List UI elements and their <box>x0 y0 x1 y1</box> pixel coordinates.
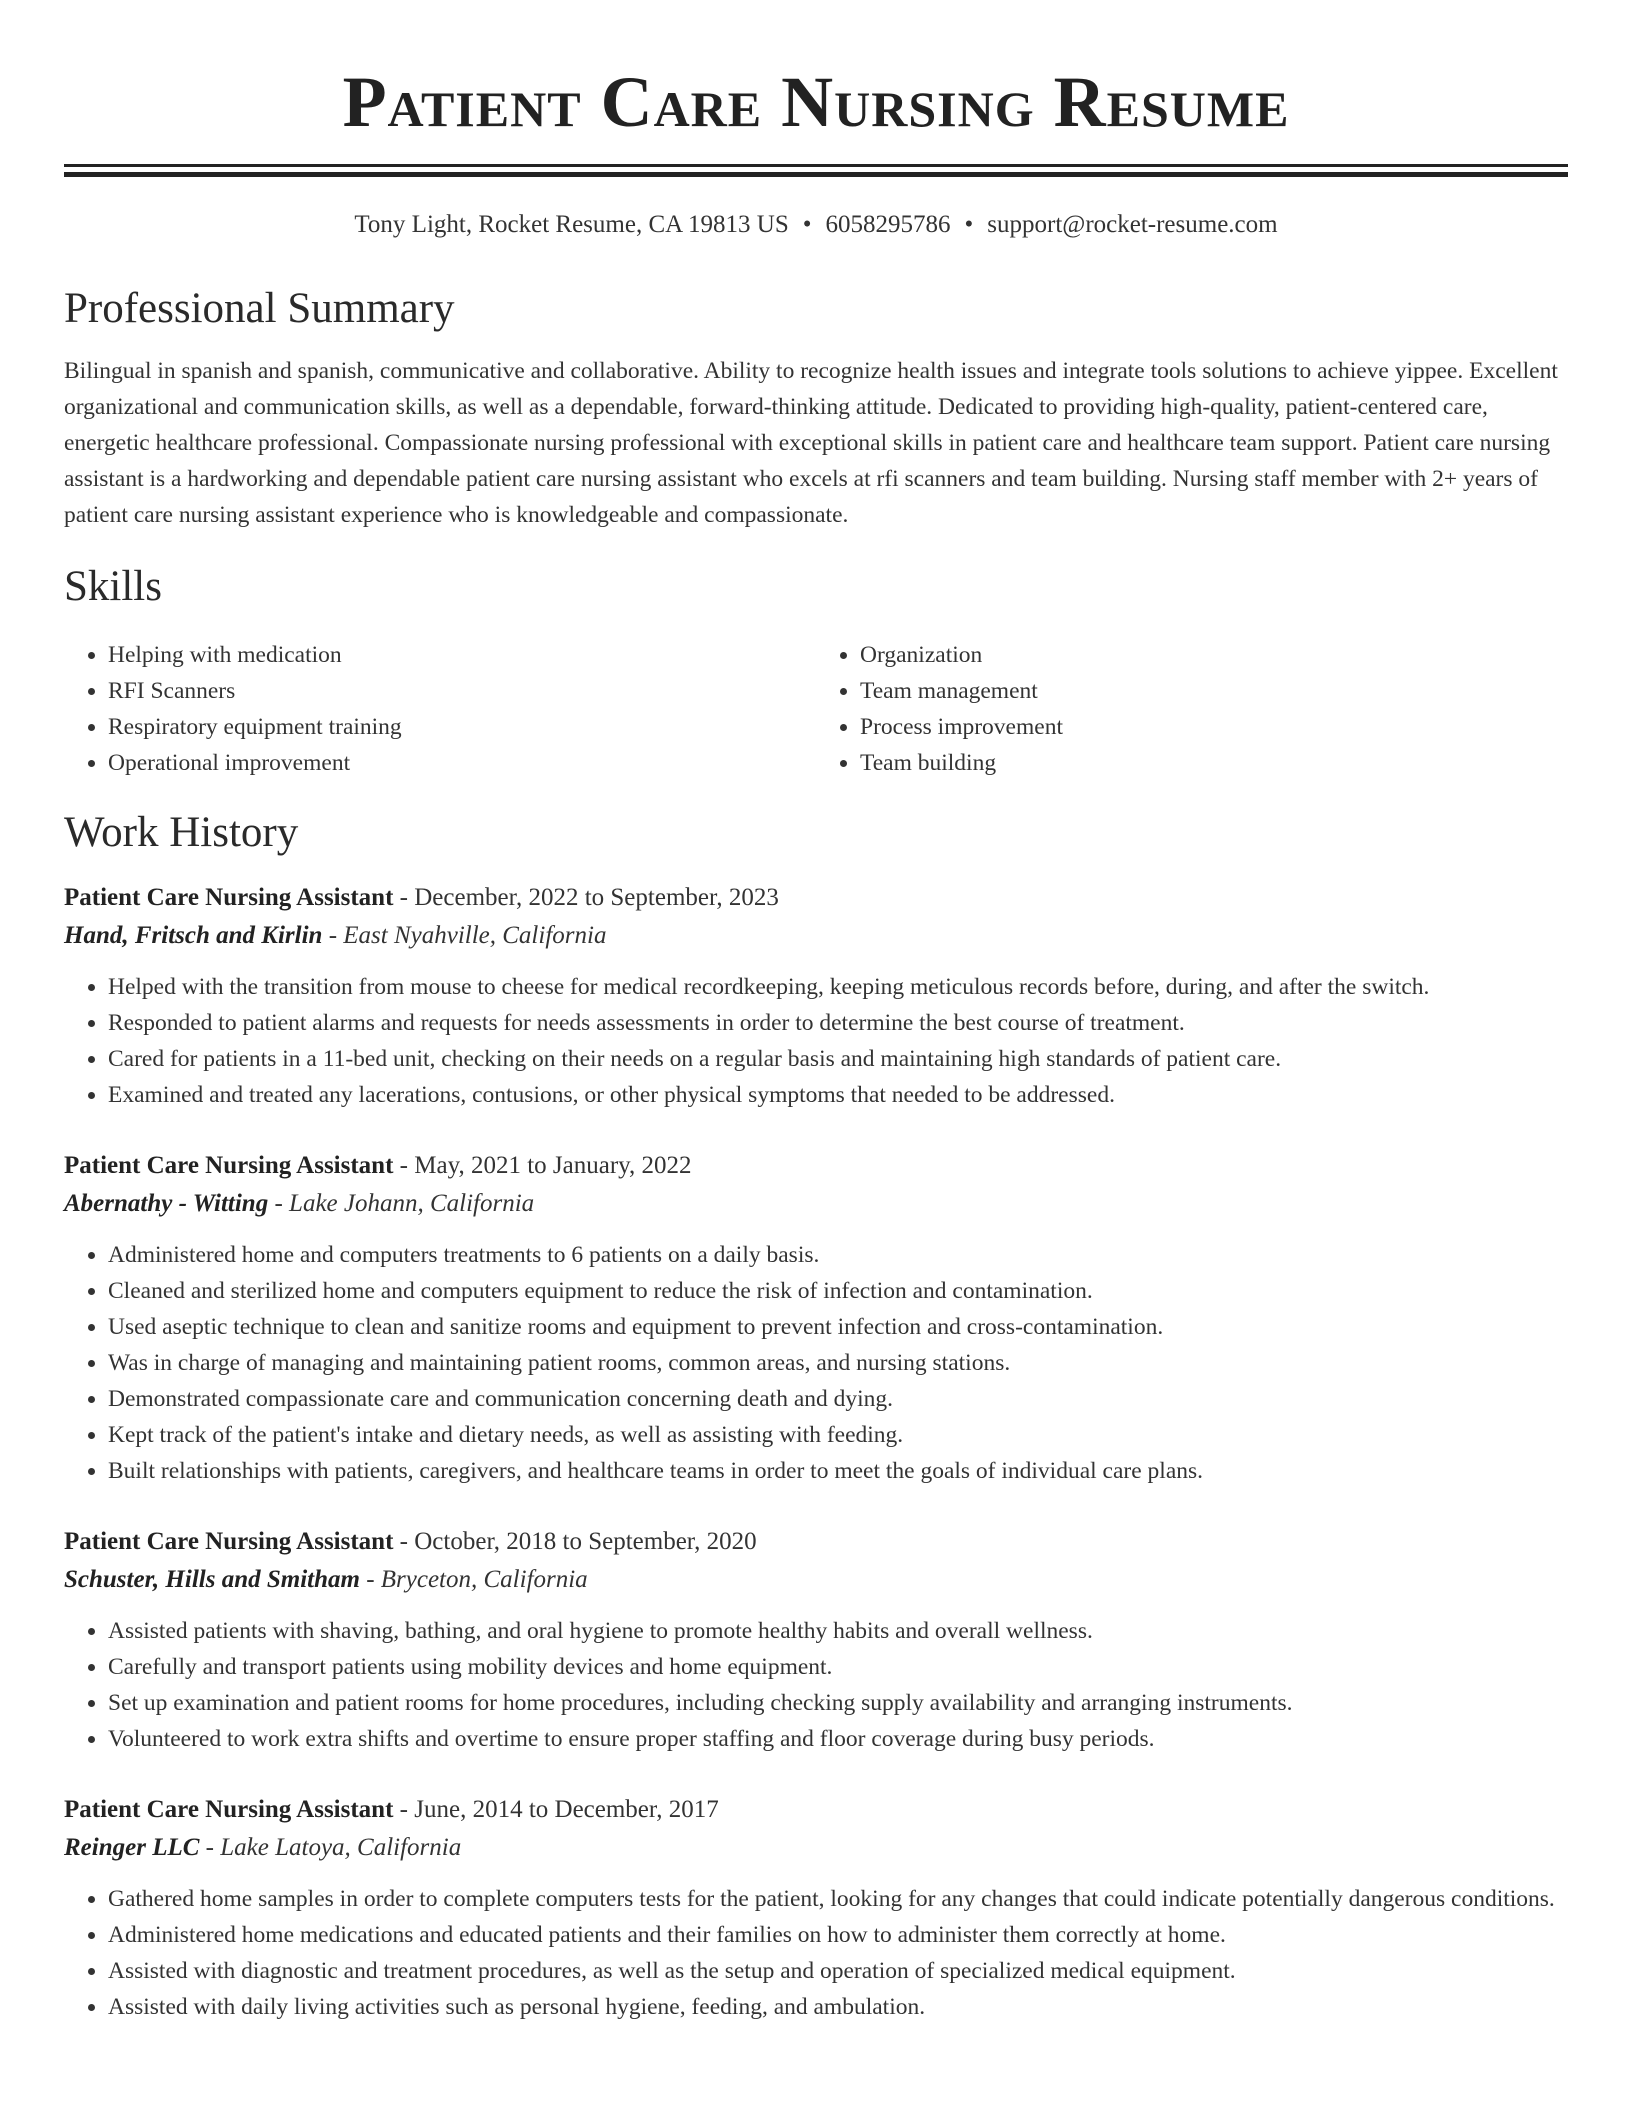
job-entry <box>64 1791 1568 2025</box>
work-history-heading: Work History <box>64 809 299 856</box>
contact-email: support@rocket-resume.com <box>987 211 1278 238</box>
duty-item: • Was in charge of managing and maintaining patient rooms, common areas, and nursing stations. <box>108 1345 1568 1381</box>
job-title: Patient Care Nursing Assistant <box>64 884 394 911</box>
job-company: Reinger LLC <box>64 1834 200 1861</box>
job-location: Bryceton, California <box>380 1566 588 1593</box>
duty-item: • Kept track of the patient's intake and dietary needs, as well as assisting with feeding. <box>108 1417 1568 1453</box>
skills-list-right <box>816 637 1568 781</box>
job-title-line: Patient Care Nursing Assistant - June, 2014 to December, 2017 <box>64 1796 719 1823</box>
contact-line <box>64 209 1568 241</box>
resume-title: Patient Care Nursing Resume <box>342 62 1290 142</box>
duty-item: • Helped with the transition from mouse to cheese for medical recordkeeping, keeping meticulous records before, during, and after the switch. <box>108 969 1568 1005</box>
duty-item: • Assisted patients with shaving, bathing, and oral hygiene to promote healthy habits and overall wellness. <box>108 1613 1568 1649</box>
duty-item: • Responded to patient alarms and requests for needs assessments in order to determine the best course of treatment. <box>108 1005 1568 1041</box>
duty-item: • Examined and treated any lacerations, contusions, or other physical symptoms that needed to be addressed. <box>108 1077 1568 1113</box>
job-duties-list <box>64 1881 1568 2025</box>
summary-heading: Professional Summary <box>64 285 455 332</box>
skill-item: • Helping with medication <box>108 637 816 673</box>
job-company-line: Abernathy - Witting - Lake Johann, California <box>64 1190 535 1217</box>
job-company: Hand, Fritsch and Kirlin <box>64 922 323 949</box>
title-divider-thick <box>64 172 1568 177</box>
duty-item: • Cleaned and sterilized home and computers equipment to reduce the risk of infection and contamination. <box>108 1273 1568 1309</box>
skills-heading: Skills <box>64 563 162 610</box>
job-title-line: Patient Care Nursing Assistant - December, 2022 to September, 2023 <box>64 884 779 911</box>
contact-phone: 6058295786 <box>825 211 951 238</box>
duty-item: • Demonstrated compassionate care and communication concerning death and dying. <box>108 1381 1568 1417</box>
job-company: Schuster, Hills and Smitham <box>64 1566 360 1593</box>
title-divider-thin <box>64 164 1568 167</box>
job-company-line: Reinger LLC - Lake Latoya, California <box>64 1834 462 1861</box>
skill-item: • RFI Scanners <box>108 673 816 709</box>
contact-separator: • <box>964 211 974 238</box>
skill-item: • Respiratory equipment training <box>108 709 816 745</box>
skills-grid <box>64 637 1568 781</box>
job-title: Patient Care Nursing Assistant <box>64 1152 394 1179</box>
duty-item: • Assisted with daily living activities such as personal hygiene, feeding, and ambulation. <box>108 1989 1568 2025</box>
job-title: Patient Care Nursing Assistant <box>64 1528 394 1555</box>
job-title: Patient Care Nursing Assistant <box>64 1796 394 1823</box>
job-entry <box>64 879 1568 1113</box>
job-title-line: Patient Care Nursing Assistant - May, 2021 to January, 2022 <box>64 1152 692 1179</box>
job-entry <box>64 1147 1568 1489</box>
job-duties-list <box>64 1237 1568 1489</box>
job-company: Abernathy - Witting <box>64 1190 269 1217</box>
duty-item: • Carefully and transport patients using mobility devices and home equipment. <box>108 1649 1568 1685</box>
summary-text: Bilingual in spanish and spanish, communicative and collaborative. Ability to recognize health issues and integrate tools solutions to achieve yippee. Excellent organizational and communication skills, as well as a dependable, forward-thinking attitude. Dedicated to providing high-quality, patient-centered care, energetic healthcare professional. Compassionate nursing professional with exceptional skills in patient care and healthcare team support. Patient care nursing assistant is a hardworking and dependable patient care nursing assistant who excels at rfi scanners and team building. Nursing staff member with 2+ years of patient care nursing assistant experience who is knowledgeable and compassionate. <box>64 358 1558 528</box>
skill-item: • Team management <box>860 673 1568 709</box>
job-title-line: Patient Care Nursing Assistant - October, 2018 to September, 2020 <box>64 1528 757 1555</box>
job-duties-list <box>64 1613 1568 1757</box>
duty-item: • Used aseptic technique to clean and sanitize rooms and equipment to prevent infection and cross-contamination. <box>108 1309 1568 1345</box>
job-dates: October, 2018 to September, 2020 <box>414 1528 757 1555</box>
duty-item: • Volunteered to work extra shifts and overtime to ensure proper staffing and floor coverage during busy periods. <box>108 1721 1568 1757</box>
job-dates: May, 2021 to January, 2022 <box>414 1152 692 1179</box>
duty-item: • Assisted with diagnostic and treatment procedures, as well as the setup and operation of specialized medical equipment. <box>108 1953 1568 1989</box>
job-dates: June, 2014 to December, 2017 <box>414 1796 719 1823</box>
job-entry <box>64 1523 1568 1757</box>
job-company-line: Hand, Fritsch and Kirlin - East Nyahville, California <box>64 922 607 949</box>
duty-item: • Administered home and computers treatments to 6 patients on a daily basis. <box>108 1237 1568 1273</box>
skill-item: • Team building <box>860 745 1568 781</box>
job-dates: December, 2022 to September, 2023 <box>414 884 779 911</box>
duty-item: • Gathered home samples in order to complete computers tests for the patient, looking for any changes that could indicate potentially dangerous conditions. <box>108 1881 1568 1917</box>
duty-item: • Cared for patients in a 11-bed unit, checking on their needs on a regular basis and maintaining high standards of patient care. <box>108 1041 1568 1077</box>
job-location: East Nyahville, California <box>343 922 607 949</box>
duty-item: • Built relationships with patients, caregivers, and healthcare teams in order to meet the goals of individual care plans. <box>108 1453 1568 1489</box>
job-duties-list <box>64 969 1568 1113</box>
skill-item: • Process improvement <box>860 709 1568 745</box>
duty-item: • Set up examination and patient rooms for home procedures, including checking supply availability and arranging instruments. <box>108 1685 1568 1721</box>
duty-item: • Administered home medications and educated patients and their families on how to administer them correctly at home. <box>108 1917 1568 1953</box>
job-location: Lake Johann, California <box>289 1190 535 1217</box>
contact-address: Tony Light, Rocket Resume, CA 19813 US <box>354 211 789 238</box>
job-company-line: Schuster, Hills and Smitham - Bryceton, California <box>64 1566 588 1593</box>
job-location: Lake Latoya, California <box>220 1834 462 1861</box>
skills-list-left <box>64 637 816 781</box>
contact-separator: • <box>802 211 812 238</box>
skill-item: • Organization <box>860 637 1568 673</box>
skill-item: • Operational improvement <box>108 745 816 781</box>
